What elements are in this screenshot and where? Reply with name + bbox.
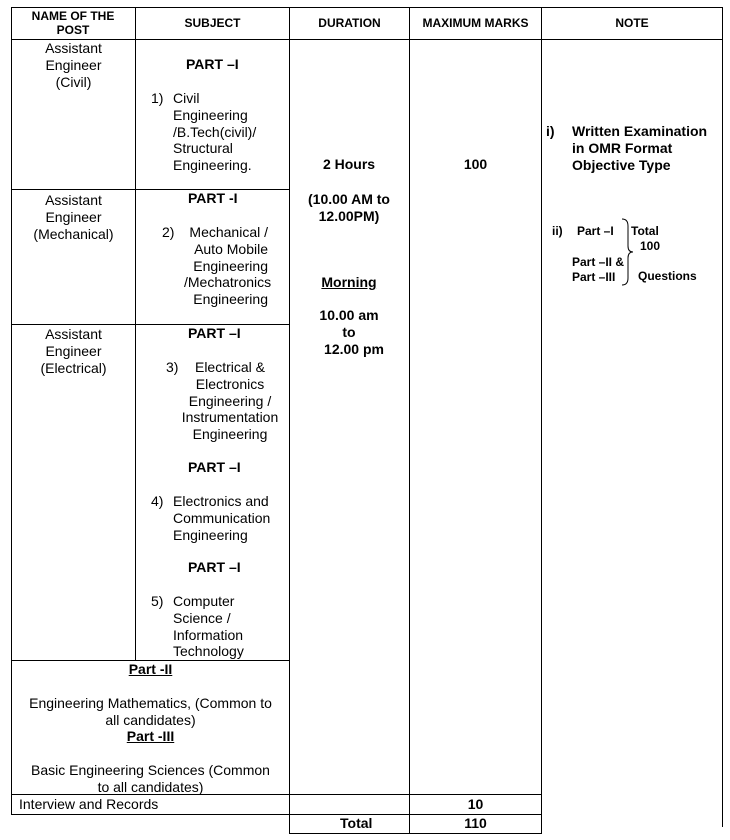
duration-time: 10.00 am to 12.00 pm <box>319 307 384 357</box>
header-duration: DURATION <box>318 16 381 30</box>
note-item-1-text: Written Examination in OMR Format Objective Type <box>572 123 708 173</box>
interview-marks: 10 <box>467 796 484 812</box>
note-item-2-part-1: Part –I <box>577 224 614 238</box>
mechanical-subject: 2) Mechanical / Auto Mobile Engineering /Mechatronics Engineering <box>162 224 272 308</box>
mechanical-part-title: PART -I <box>188 190 238 206</box>
duration-hours: 2 Hours <box>322 156 376 172</box>
electronics-part-title: PART –I <box>188 459 241 475</box>
header-maximum-marks: MAXIMUM MARKS <box>422 16 529 30</box>
interview-label: Interview and Records <box>19 796 159 812</box>
post-mechanical: Assistant Engineer (Mechanical) <box>33 192 114 242</box>
post-civil: Assistant Engineer (Civil) <box>45 40 102 90</box>
part-2-title: Part -II <box>128 661 173 677</box>
electrical-subject: 3) Electrical & Electronics Engineering / Instrumentation Engineering <box>166 359 279 443</box>
computer-subject: 5) Computer Science / Information Technology <box>151 593 244 660</box>
header-subject: SUBJECT <box>184 16 241 30</box>
civil-subject: 1) Civil Engineering /B.Tech(civil)/ Structural Engineering. <box>151 90 257 174</box>
note-item-2-total: Total <box>631 224 659 238</box>
civil-part-title: PART –I <box>186 56 239 72</box>
electronics-subject: 4) Electronics and Communication Engineering <box>151 493 271 543</box>
note-item-2-part-2-3: Part –II & Part –III <box>572 255 625 284</box>
duration-range: (10.00 AM to 12.00PM) <box>308 191 390 224</box>
note-item-1-number: i) <box>546 123 555 139</box>
computer-part-title: PART –I <box>188 559 241 575</box>
part-3-title: Part -III <box>126 728 175 744</box>
note-item-2-questions: Questions <box>638 269 697 283</box>
total-label: Total <box>340 815 373 831</box>
electrical-part-title: PART –I <box>188 325 241 341</box>
header-name-of-post: NAME OF THE POST <box>31 9 115 37</box>
note-item-2-count: 100 <box>640 239 661 253</box>
note-item-2-number: ii) <box>552 224 563 238</box>
written-marks: 100 <box>463 156 488 172</box>
post-electrical: Assistant Engineer (Electrical) <box>40 326 107 376</box>
duration-session: Morning <box>321 274 377 290</box>
header-note: NOTE <box>615 16 649 30</box>
part-3-text: Basic Engineering Sciences (Common to all candidates) <box>31 762 270 795</box>
total-marks: 110 <box>464 815 487 831</box>
part-2-text: Engineering Mathematics, (Common to all candidates) <box>29 695 272 728</box>
